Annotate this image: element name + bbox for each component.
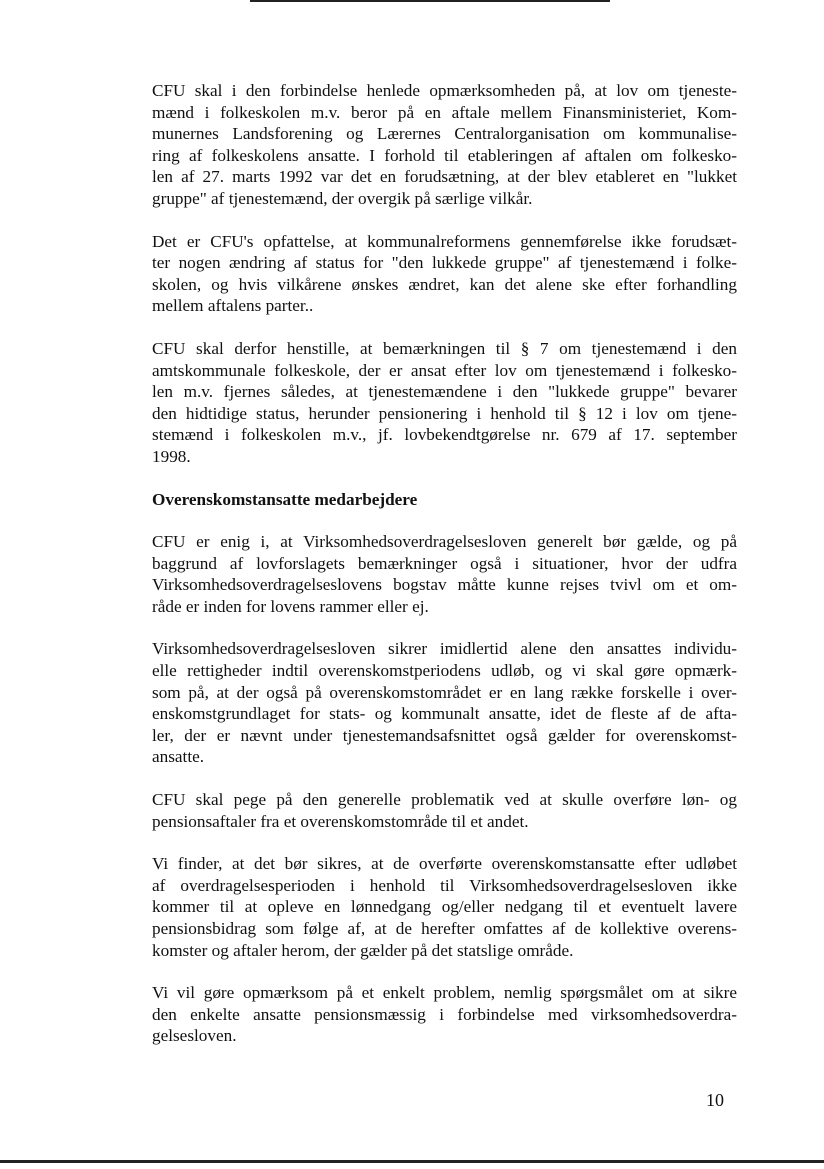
paragraph-line: komster og aftaler herom, der gælder på det statslige område. [152, 940, 574, 960]
paragraph [152, 338, 737, 468]
paragraph-line: ring af folkeskolens ansatte. I forhold til etableringen af aftalen om folkesko- [152, 145, 737, 165]
paragraph-line: Vi finder, at det bør sikres, at de overførte overenskomstansatte efter udløbet [152, 854, 737, 874]
paragraph-line: gelsesloven. [152, 1026, 237, 1046]
paragraph-line: råde er inden for lovens rammer eller ej. [152, 596, 429, 616]
paragraph-line: CFU skal derfor henstille, at bemærkningen til § 7 om tjenestemænd i den [152, 338, 737, 358]
section-tjenestemaend [152, 80, 737, 468]
top-edge-rule [250, 0, 610, 2]
paragraph-line: 1998. [152, 446, 191, 466]
paragraph-line: pensionsaftaler fra et overenskomstområde til et andet. [152, 811, 529, 831]
paragraph [152, 789, 737, 832]
paragraph-line: kommer til at opleve en lønnedgang og/eller nedgang til et eventuelt lavere [152, 897, 737, 917]
paragraph-line: den enkelte ansatte pensionsmæssig i forbindelse med virksomhedsoverdra- [152, 1004, 737, 1024]
paragraph [152, 853, 737, 961]
paragraph [152, 231, 737, 317]
paragraph-line: CFU skal i den forbindelse henlede opmærksomheden på, at lov om tjeneste- [152, 81, 737, 100]
paragraph-line: ler, der er nævnt under tjenestemandsafsnittet også gælder for overenskomst- [152, 725, 737, 745]
paragraph-line: amtskommunale folkeskole, der er ansat efter lov om tjenestemænd i folkesko- [152, 360, 737, 380]
section-heading: Overenskomstansatte medarbejdere [152, 489, 418, 509]
page-number: 10 [706, 1090, 724, 1110]
paragraph-line: af overdragelsesperioden i henhold til Virksomhedsoverdragelsesloven ikke [152, 875, 737, 895]
bottom-edge-rule [0, 1160, 824, 1163]
paragraph-line: Vi vil gøre opmærksom på et enkelt problem, nemlig spørgsmålet om at sikre [152, 983, 737, 1003]
paragraph-line: elle rettigheder indtil overenskomstperiodens udløb, og vi skal gøre opmærk- [152, 661, 737, 681]
paragraph-line: ansatte. [152, 747, 205, 767]
paragraph-line: mellem aftalens parter.. [152, 296, 314, 316]
paragraph-line: gruppe" af tjenestemænd, der overgik på særlige vilkår. [152, 188, 533, 208]
paragraph-line: CFU er enig i, at Virksomhedsoverdragelsesloven generelt bør gælde, og på [152, 532, 737, 552]
paragraph-line: mænd i folkeskolen m.v. beror på en aftale mellem Finansministeriet, Kom- [152, 102, 737, 122]
paragraph-line: len af 27. marts 1992 var det en forudsætning, at der blev etableret en "lukket [152, 167, 737, 187]
paragraph-line: den hidtidige status, herunder pensionering i henhold til § 12 i lov om tjene- [152, 403, 737, 423]
paragraph-line: pensionsbidrag som følge af, at de herefter omfattes af de kollektive overens- [152, 919, 737, 938]
paragraph-line: Virksomhedsoverdragelseslovens bogstav måtte kunne rejses tvivl om et om- [152, 575, 737, 595]
paragraph-line: enskomstgrundlaget for stats- og kommunalt ansatte, idet de fleste af de afta- [152, 704, 737, 724]
paragraph-line: Det er CFU's opfattelse, at kommunalreformens gennemførelse ikke forudsæt- [152, 231, 737, 251]
paragraph-line: Virksomhedsoverdragelsesloven sikrer imidlertid alene den ansattes individu- [152, 639, 737, 659]
paragraph [152, 638, 737, 768]
section-overenskomstansatte [152, 531, 737, 1047]
paragraph-line: baggrund af lovforslagets bemærkninger også i situationer, hvor der udfra [152, 553, 737, 573]
paragraph-line: munernes Landsforening og Lærernes Centralorganisation om kommunalise- [152, 124, 737, 144]
document-body [152, 80, 737, 1068]
paragraph-line: ter nogen ændring af status for "den lukkede gruppe" af tjenestemænd i folke- [152, 253, 737, 273]
paragraph-line: som på, at der også på overenskomstområdet er en lang række forskelle i over- [152, 682, 737, 702]
paragraph-line: skolen, og hvis vilkårene ønskes ændret, kan det alene ske efter forhandling [152, 274, 737, 294]
paragraph [152, 982, 737, 1047]
paragraph-line: CFU skal pege på den generelle problematik ved at skulle overføre løn- og [152, 790, 737, 810]
paragraph [152, 531, 737, 617]
paragraph-line: stemænd i folkeskolen m.v., jf. lovbekendtgørelse nr. 679 af 17. september [152, 425, 737, 445]
paragraph-line: len m.v. fjernes således, at tjenestemændene i den "lukkede gruppe" bevarer [152, 382, 737, 402]
paragraph [152, 80, 737, 210]
